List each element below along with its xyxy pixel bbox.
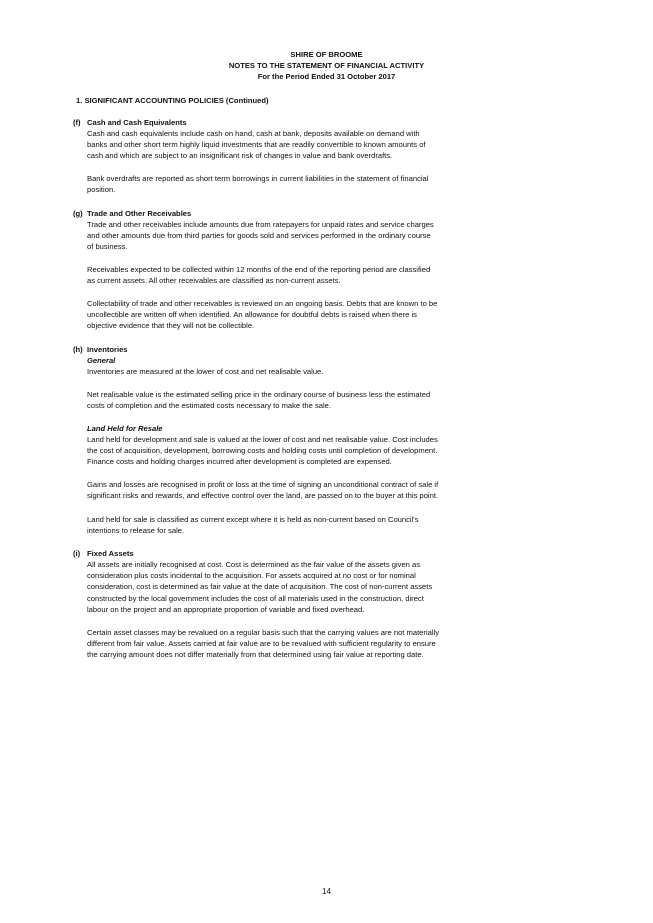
- section-h-paragraph-3: [87, 434, 487, 468]
- text-line: consideration, cost is determined as fair value at the date of acquisition. The cost of non-current assets: [87, 582, 433, 592]
- section-g-letter: (g): [73, 209, 83, 218]
- text-line: Finance costs and holding charges incurred after development is completed are expensed.: [87, 457, 392, 467]
- text-line: the carrying amount does not differ materially from that determined using fair value at reporting date.: [87, 650, 424, 660]
- section-h-paragraph-5: [87, 514, 487, 536]
- section-h-subheading-land: Land Held for Resale: [87, 424, 163, 433]
- text-line: All assets are initially recognised at cost. Cost is determined as the fair value of the assets given as: [87, 560, 421, 569]
- text-line: Certain asset classes may be revalued on a regular basis such that the carrying values are not materially: [87, 628, 440, 637]
- section-h-paragraph-4: [87, 479, 487, 501]
- text-line: as current assets. All other receivables are classified as non-current assets.: [87, 276, 341, 286]
- text-line: banks and other short term highly liquid investments that are readily convertible to known amounts of: [87, 140, 426, 150]
- section-h-paragraph-2: [87, 389, 487, 411]
- header-period: For the Period Ended 31 October 2017: [257, 72, 396, 82]
- text-line: Cash and cash equivalents include cash on hand, cash at bank, deposits available on demand with: [87, 129, 420, 138]
- section-f-title: Cash and Cash Equivalents: [87, 118, 187, 127]
- text-line: the cost of acquisition, development, borrowing costs and holding costs until completion of development.: [87, 446, 438, 456]
- text-line: significant risks and rewards, and effective control over the land, are passed on to the buyer at this point.: [87, 491, 439, 501]
- section-f-paragraph-1: [87, 128, 487, 162]
- text-line: consideration plus costs incidental to the acquisition. For assets acquired at no cost or for nominal: [87, 571, 416, 581]
- text-line: position.: [87, 185, 116, 195]
- text-line: objective evidence that they will not be collectible.: [87, 321, 255, 331]
- section-i-paragraph-1: [87, 559, 487, 615]
- section-f-letter: (f): [73, 118, 81, 127]
- header-notes-title: NOTES TO THE STATEMENT OF FINANCIAL ACTIVITY: [228, 61, 425, 71]
- text-line: constructed by the local government includes the cost of all materials used in the construction, direct: [87, 593, 424, 603]
- text-line: costs of completion and the estimated costs necessary to make the sale.: [87, 401, 331, 411]
- text-line: Gains and losses are recognised in profit or loss at the time of signing an unconditional contract of sale if: [87, 480, 439, 489]
- section-g-paragraph-1: [87, 219, 487, 253]
- text-line: Collectability of trade and other receivables is reviewed on an ongoing basis. Debts that are known to be: [87, 299, 438, 308]
- header-shire-name: SHIRE OF BROOME: [290, 50, 363, 59]
- text-line: Net realisable value is the estimated selling price in the ordinary course of business less the estimated: [87, 390, 431, 399]
- text-line: Receivables expected to be collected within 12 months of the end of the reporting period are classified: [87, 265, 431, 274]
- section-h-subheading-general: General: [87, 356, 116, 365]
- section-g-title: Trade and Other Receivables: [87, 209, 192, 218]
- text-line: of business.: [87, 242, 128, 252]
- text-line: Land held for sale is classified as current except where it is held as non-current based on Council's: [87, 515, 419, 524]
- section-h-paragraph-1: [87, 366, 487, 377]
- text-line: and other amounts due from third parties for goods sold and services performed in the ordinary course: [87, 231, 431, 241]
- text-line: Trade and other receivables include amounts due from ratepayers for unpaid rates and service charges: [87, 220, 434, 229]
- section-g-paragraph-3: [87, 298, 487, 332]
- text-line: Bank overdrafts are reported as short term borrowings in current liabilities in the statement of financial: [87, 174, 429, 183]
- section-g-paragraph-2: [87, 264, 487, 286]
- section-f-paragraph-2: [87, 173, 487, 195]
- text-line: uncollectible are written off when identified. An allowance for doubtful debts is raised when there is: [87, 310, 417, 320]
- page-number: 14: [322, 887, 331, 896]
- main-heading: 1. SIGNIFICANT ACCOUNTING POLICIES (Continued): [76, 96, 269, 105]
- section-i-title: Fixed Assets: [87, 549, 134, 558]
- text-line: Inventories are measured at the lower of cost and net realisable value.: [87, 367, 324, 376]
- document-header: [0, 49, 653, 83]
- section-i-paragraph-2: [87, 627, 487, 661]
- text-line: intentions to release for sale.: [87, 526, 185, 536]
- section-h-title: Inventories: [87, 345, 128, 354]
- text-line: Land held for development and sale is valued at the lower of cost and net realisable value. Cost includes: [87, 435, 438, 444]
- text-line: cash and which are subject to an insignificant risk of changes in value and bank overdrafts.: [87, 151, 393, 161]
- section-i-letter: (i): [73, 549, 81, 558]
- text-line: different from fair value. Assets carried at fair value are to be revalued with sufficient regularity to ensure: [87, 639, 436, 649]
- text-line: labour on the project and an appropriate proportion of variable and fixed overhead.: [87, 604, 365, 614]
- section-h-letter: (h): [73, 345, 83, 354]
